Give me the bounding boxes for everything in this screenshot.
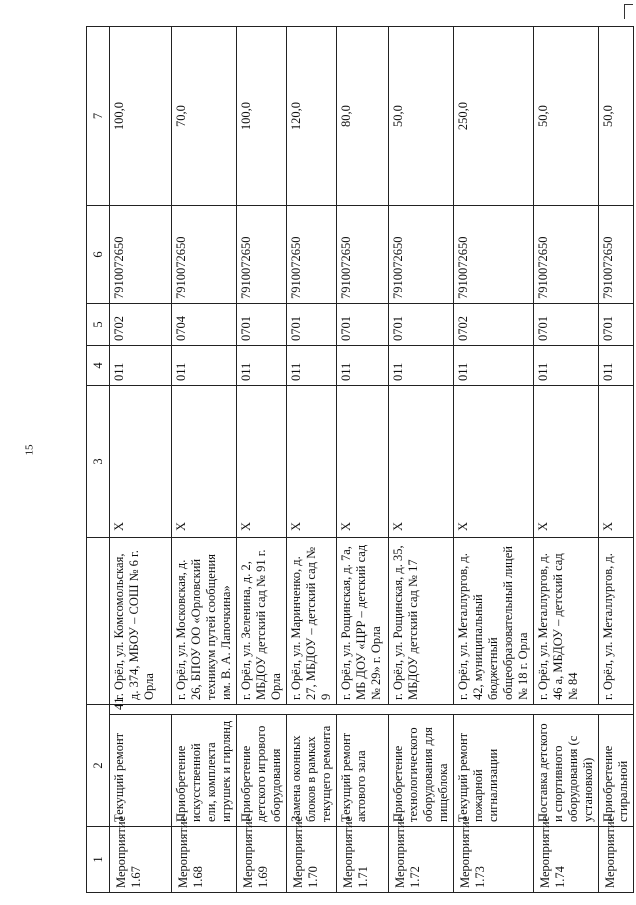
amount-cell: 50,0	[389, 27, 454, 206]
measure-id-cell: Мероприятие 1.74	[534, 827, 599, 893]
x-mark-cell: Х	[454, 386, 534, 538]
table-row	[172, 27, 237, 893]
column-number: 4	[87, 346, 110, 386]
target-code-cell: 7910072650	[172, 206, 237, 304]
measure-name-cell: Замена оконных блоков в рамках текущего ремонта	[287, 715, 337, 827]
address-cell: г. Орёл, ул. Металлургов, д. 46 а, МБДОУ – детский сад № 84	[534, 538, 599, 705]
grbs-code-cell: 011	[534, 346, 599, 386]
amount-cell: 120,0	[287, 27, 337, 206]
target-code-cell: 7910072650	[389, 206, 454, 304]
section-code-cell: 0702	[454, 304, 534, 346]
table-row	[389, 27, 454, 893]
measure-id-cell: Мероприятие 1.67	[110, 827, 172, 893]
measure-name-cell: Текущий ремонт пожарной сигнализации	[454, 715, 534, 827]
address-cell: г. Орёл, ул. Рощинская, д. 35, МБДОУ детский сад № 17	[389, 538, 454, 705]
table-row	[454, 27, 534, 893]
address-cell: г. Орёл, ул. Зеленина, д. 2, МБДОУ детский сад № 91 г. Орла	[237, 538, 287, 705]
table-row	[534, 27, 599, 893]
grbs-code-cell: 011	[237, 346, 287, 386]
target-code-cell: 7910072650	[534, 206, 599, 304]
amount-cell: 80,0	[337, 27, 389, 206]
amount-cell: 50,0	[599, 27, 634, 206]
table-row	[599, 27, 634, 893]
address-cell: г. Орёл, ул. Металлургов, д. 42, муниципальный бюджетный общеобразовательный лицей № 18 г. Орла	[454, 538, 534, 705]
x-mark-cell: Х	[110, 386, 172, 538]
amount-cell: 50,0	[534, 27, 599, 206]
measure-name-cell: Текущий ремонт	[110, 715, 172, 827]
target-code-cell: 7910072650	[287, 206, 337, 304]
page-number: 15	[23, 444, 36, 456]
measure-name-cell: Текущий ремонт актового зала	[337, 715, 389, 827]
measure-name-cell: Приобретение искусственной ели, комплекта игрушек и гирлянд	[172, 715, 237, 827]
grbs-code-cell: 011	[172, 346, 237, 386]
address-cell: г. Орёл, ул. Маринченко, д. 27, МБДОУ – детский сад № 9	[287, 538, 337, 705]
amount-cell: 100,0	[110, 27, 172, 206]
grbs-code-cell: 011	[454, 346, 534, 386]
grbs-code-cell: 011	[389, 346, 454, 386]
target-code-cell: 7910072650	[237, 206, 287, 304]
column-number: 5	[87, 304, 110, 346]
column-number: 1	[87, 827, 110, 893]
rotated-table-wrapper	[86, 27, 630, 893]
section-code-cell: 0702	[110, 304, 172, 346]
measure-id-cell: Мероприятие	[599, 827, 634, 893]
target-code-cell: 7910072650	[599, 206, 634, 304]
address-cell: г. Орёл, ул. Московская, д. 26, БПОУ ОО «Орловский техникум путей сообщения им. В. А. Лапочкина»	[172, 538, 237, 705]
address-cell: г. Орёл, ул. Комсомольская, д. 374, МБОУ – СОШ № 6 г. Орла	[110, 538, 172, 705]
address-cell: г. Орёл, ул. Металлургов, д.	[599, 538, 634, 705]
measure-name-cell: Приобретение технологического оборудования для пищеблока	[389, 715, 454, 827]
column-number: 7	[87, 27, 110, 206]
measure-name-cell: Приобретение стиральной	[599, 715, 634, 827]
section-code-cell: 0701	[389, 304, 454, 346]
amount-cell: 250,0	[454, 27, 534, 206]
x-mark-cell: Х	[237, 386, 287, 538]
x-mark-cell: Х	[337, 386, 389, 538]
section-code-cell: 0701	[599, 304, 634, 346]
table-body	[87, 27, 634, 893]
grbs-code-cell: 011	[287, 346, 337, 386]
table-row	[110, 27, 172, 893]
measure-id-cell: Мероприятие 1.71	[337, 827, 389, 893]
column-number-row	[87, 27, 110, 893]
x-mark-cell: Х	[287, 386, 337, 538]
x-mark-cell: Х	[172, 386, 237, 538]
row-code-cell: 41	[110, 705, 634, 715]
table-row	[237, 27, 287, 893]
measure-id-cell: Мероприятие 1.68	[172, 827, 237, 893]
grbs-code-cell: 011	[337, 346, 389, 386]
section-code-cell: 0701	[337, 304, 389, 346]
address-cell: г. Орёл, ул. Рощинская, д. 7а, МБ ДОУ «ЦРР – детский сад № 29» г. Орла	[337, 538, 389, 705]
measure-name-cell: Приобретение детского игрового оборудования	[237, 715, 287, 827]
column-number: 3	[87, 386, 110, 538]
table-row	[287, 27, 337, 893]
column-number	[87, 538, 110, 705]
section-code-cell: 0704	[172, 304, 237, 346]
section-code-cell: 0701	[534, 304, 599, 346]
amount-cell: 100,0	[237, 27, 287, 206]
measure-id-cell: Мероприятие 1.69	[237, 827, 287, 893]
x-mark-cell: Х	[599, 386, 634, 538]
x-mark-cell: Х	[534, 386, 599, 538]
grbs-code-cell: 011	[110, 346, 172, 386]
measure-id-cell: Мероприятие 1.72	[389, 827, 454, 893]
budget-table	[86, 26, 634, 893]
amount-cell: 70,0	[172, 27, 237, 206]
measure-id-cell: Мероприятие 1.70	[287, 827, 337, 893]
x-mark-cell: Х	[389, 386, 454, 538]
grbs-code-cell: 011	[599, 346, 634, 386]
corner-mark	[624, 4, 633, 19]
section-code-cell: 0701	[237, 304, 287, 346]
target-code-cell: 7910072650	[337, 206, 389, 304]
target-code-cell: 7910072650	[454, 206, 534, 304]
table-row	[337, 27, 389, 893]
measure-id-cell: Мероприятие 1.73	[454, 827, 534, 893]
column-number: 6	[87, 206, 110, 304]
column-number: 2	[87, 705, 110, 827]
measure-name-cell: Поставка детского и спортивного оборудования (с установкой)	[534, 715, 599, 827]
section-code-cell: 0701	[287, 304, 337, 346]
target-code-cell: 7910072650	[110, 206, 172, 304]
